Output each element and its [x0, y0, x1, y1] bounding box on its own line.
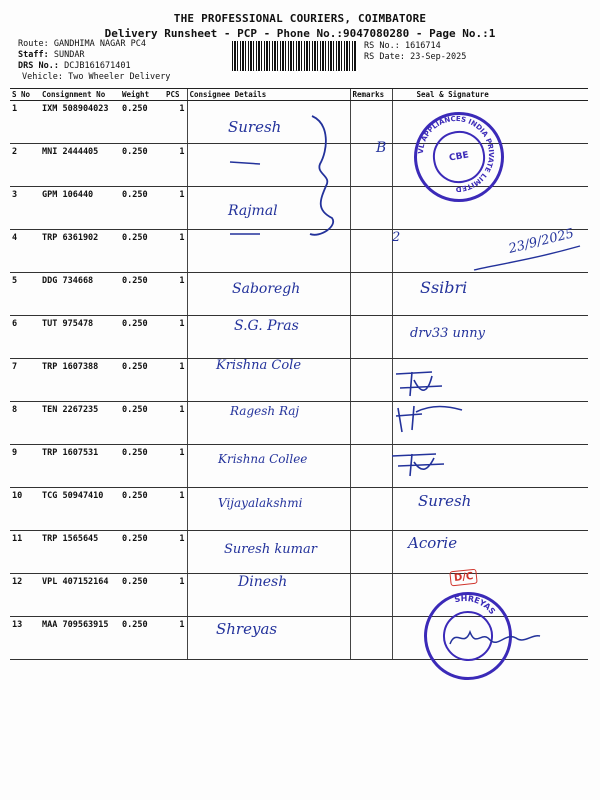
col-header-pcs: PCS — [164, 89, 187, 101]
signature: drv33 unny — [410, 326, 486, 341]
cell-pcs: 1 — [164, 488, 187, 531]
route-label: Route: — [18, 39, 49, 49]
vehicle-value: Two Wheeler Delivery — [68, 72, 171, 82]
cell-consignment-no: MAA 709563915 — [40, 617, 120, 660]
vehicle-line — [22, 72, 170, 83]
handwritten-bracket — [220, 110, 350, 250]
cell-consignment-no: TEN 2267235 — [40, 402, 120, 445]
rs-date-value: 23-Sep-2025 — [410, 52, 467, 62]
cell-pcs: 1 — [164, 273, 187, 316]
cell-pcs: 1 — [164, 359, 187, 402]
cell-weight: 0.250 — [120, 101, 164, 144]
cell-remarks — [350, 488, 392, 531]
cell-remarks — [350, 402, 392, 445]
handwritten-consignee: Dinesh — [238, 574, 288, 590]
cell-sno: 2 — [10, 144, 40, 187]
seal-ring-text — [414, 112, 498, 196]
col-header-consignee: Consignee Details — [187, 89, 350, 101]
handwritten-consignee: Krishna Cole — [216, 358, 302, 373]
signature-scribble — [392, 366, 452, 400]
signature-scribble — [388, 446, 458, 480]
cell-sno: 12 — [10, 574, 40, 617]
handwritten-consignee: Suresh — [228, 118, 282, 136]
col-header-sno: S No — [10, 89, 40, 101]
drs-line — [18, 61, 131, 72]
dc-mark: D/C — [449, 569, 478, 587]
cell-sno: 10 — [10, 488, 40, 531]
cell-consignment-no: IXM 508904023 — [40, 101, 120, 144]
col-header-remarks: Remarks — [350, 89, 392, 101]
cell-consignment-no: TRP 6361902 — [40, 230, 120, 273]
cell-weight: 0.250 — [120, 316, 164, 359]
cell-sno: 11 — [10, 531, 40, 574]
cell-remarks — [350, 187, 392, 230]
cell-consignment-no: VPL 407152164 — [40, 574, 120, 617]
seal-center-text: CBE — [429, 127, 488, 186]
drs-label: DRS No.: — [18, 61, 59, 71]
cell-weight: 0.250 — [120, 445, 164, 488]
remark-mark: 2 — [392, 230, 401, 245]
handwritten-consignee: Suresh kumar — [224, 542, 317, 557]
cell-pcs: 1 — [164, 144, 187, 187]
cell-pcs: 1 — [164, 187, 187, 230]
signature-scribble — [470, 240, 590, 280]
rs-date-line — [364, 52, 466, 63]
cell-weight: 0.250 — [120, 273, 164, 316]
cell-weight: 0.250 — [120, 230, 164, 273]
cell-pcs: 1 — [164, 402, 187, 445]
route-line — [18, 39, 146, 50]
staff-value: SUNDAR — [53, 50, 85, 60]
cell-weight: 0.250 — [120, 574, 164, 617]
cell-sno: 1 — [10, 101, 40, 144]
col-header-seal: Seal & Signature — [392, 89, 588, 101]
cell-pcs: 1 — [164, 101, 187, 144]
cell-remarks — [350, 574, 392, 617]
cell-remarks — [350, 273, 392, 316]
rs-date-label: RS Date: — [364, 52, 405, 62]
signature: Acorie — [408, 534, 458, 552]
seal-ring-label: VL APPLIANCES INDIA PRIVATE LIMITED — [416, 114, 496, 194]
cell-sno: 7 — [10, 359, 40, 402]
drs-value: DCJB161671401 — [64, 61, 131, 71]
cell-weight: 0.250 — [120, 531, 164, 574]
handwritten-consignee: Vijayalakshmi — [218, 496, 303, 510]
col-header-weight: Weight — [120, 89, 164, 101]
cell-weight: 0.250 — [120, 402, 164, 445]
table-row — [10, 445, 588, 488]
cell-pcs: 1 — [164, 574, 187, 617]
cell-remarks — [350, 230, 392, 273]
cell-sno: 5 — [10, 273, 40, 316]
cell-consignment-no: DDG 734668 — [40, 273, 120, 316]
cell-remarks — [350, 617, 392, 660]
vehicle-label: Vehicle: — [22, 72, 63, 82]
barcode — [232, 41, 356, 71]
handwritten-consignee: Rajmal — [228, 203, 278, 219]
stamp-ring-label: SHREYAS — [453, 593, 497, 617]
cell-sno: 8 — [10, 402, 40, 445]
runsheet-subtitle: Delivery Runsheet - PCP - Phone No.:9047080280 - Page No.:1 — [104, 27, 496, 40]
route-value: GANDHIMA NAGAR PC4 — [53, 39, 146, 49]
cell-weight: 0.250 — [120, 617, 164, 660]
signature-scribble — [446, 618, 546, 658]
staff-line — [18, 50, 85, 61]
svg-text:VL APPLIANCES INDIA PRIVATE LI — [417, 115, 495, 193]
rs-no-value: 1616714 — [404, 41, 441, 51]
staff-label: Staff: — [18, 50, 49, 60]
handwritten-consignee: Shreyas — [216, 620, 278, 638]
handwritten-consignee: S.G. Pras — [234, 318, 299, 334]
signature-scribble — [392, 398, 472, 434]
cell-consignment-no: TUT 975478 — [40, 316, 120, 359]
cell-weight: 0.250 — [120, 187, 164, 230]
cell-pcs: 1 — [164, 230, 187, 273]
runsheet-title: THE PROFESSIONAL COURIERS, COIMBATORE — [173, 12, 427, 25]
cell-weight: 0.250 — [120, 359, 164, 402]
signature: Suresh — [418, 492, 472, 510]
cell-pcs: 1 — [164, 316, 187, 359]
cell-consignment-no: TCG 50947410 — [40, 488, 120, 531]
cell-consignment-no: TRP 1607531 — [40, 445, 120, 488]
cell-remarks — [350, 101, 392, 144]
cell-remarks — [350, 445, 392, 488]
handwritten-consignee: Krishna Collee — [218, 452, 308, 466]
cell-sno: 13 — [10, 617, 40, 660]
cell-consignee — [187, 445, 350, 488]
col-header-consignment: Consignment No — [40, 89, 120, 101]
rs-no-label: RS No.: — [364, 41, 400, 51]
table-row — [10, 316, 588, 359]
cell-remarks — [350, 316, 392, 359]
table-header-row — [10, 89, 588, 101]
svg-text:SHREYAS — [454, 594, 498, 616]
remark-mark: B — [376, 140, 387, 156]
cell-remarks — [350, 359, 392, 402]
cell-consignment-no: MNI 2444405 — [40, 144, 120, 187]
cell-sno: 4 — [10, 230, 40, 273]
cell-weight: 0.250 — [120, 488, 164, 531]
cell-consignment-no: TRP 1565645 — [40, 531, 120, 574]
cell-pcs: 1 — [164, 445, 187, 488]
signature: Ssibri — [420, 278, 468, 297]
cell-sno: 3 — [10, 187, 40, 230]
cell-pcs: 1 — [164, 617, 187, 660]
cell-sno: 9 — [10, 445, 40, 488]
rs-no-line — [364, 41, 441, 52]
handwritten-consignee: Ragesh Raj — [230, 404, 300, 418]
cell-consignment-no: TRP 1607388 — [40, 359, 120, 402]
cell-consignment-no: GPM 106440 — [40, 187, 120, 230]
cell-weight: 0.250 — [120, 144, 164, 187]
cell-remarks — [350, 531, 392, 574]
cell-pcs: 1 — [164, 531, 187, 574]
handwritten-date: 23/9/2025 — [507, 226, 576, 257]
handwritten-consignee: Saboregh — [232, 281, 301, 297]
cell-sno: 6 — [10, 316, 40, 359]
